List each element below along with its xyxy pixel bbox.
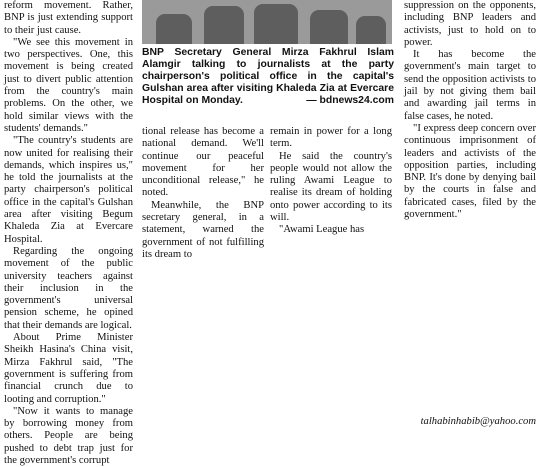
paragraph: "I express deep concern over continuous imprisonment of leaders and activists of the opposition parties, including BNP. It's done by denying bail by the courts in false and fabricated cases, filed by the government." bbox=[404, 122, 536, 221]
paragraph: "Awami League has bbox=[279, 224, 365, 236]
photo-credit: — bdnews24.com bbox=[306, 95, 394, 106]
paragraph: About Prime Minister Sheikh Hasina's China visit, Mirza Fakhrul said, "The government is suffering from financial crunch due to looting and corruption." bbox=[4, 332, 133, 405]
paragraph: It has become the government's main target to send the opposition activists to jail by not giving them bail and awarding jail terms in false cases, he noted. bbox=[404, 49, 536, 122]
author-email: talhabinhabib@yahoo.com bbox=[420, 416, 536, 427]
paragraph: "Now it wants to manage by borrowing money from others. People are being pushed to debt trap just for the government's corrupt bbox=[4, 405, 133, 466]
paragraph: "We see this movement in two perspectives. One, this movement is being created just to divert public attention from the country's main problems. On the other, we hold similar views with the students' demands." bbox=[4, 36, 133, 134]
news-photo bbox=[142, 0, 392, 44]
caption-text: BNP Secretary General Mirza Fakhrul Islam Alamgir talking to journalists at the party chairperson's political office in the capital's Gulshan area after visiting Khaleda Zia at Evercare Hospital on Monday. bbox=[142, 47, 394, 106]
article-column-4 bbox=[404, 0, 536, 221]
paragraph: He said the country's people would not allow the ruling Awami League to realise its dream of holding onto power according to its will. bbox=[270, 150, 392, 224]
paragraph: Meanwhile, the BNP secretary general, in a statement, warned the government of not fulfilling its dream to bbox=[142, 199, 264, 260]
article-column-3 bbox=[270, 126, 392, 237]
paragraph: suppression on the opponents, including BNP leaders and activists, just to hold on to power. bbox=[404, 0, 536, 48]
paragraph: tional release has become a national demand. We'll continue our peaceful movement for her unconditional release," he noted. bbox=[142, 126, 264, 199]
paragraph: "The country's students are now united for realising their demands, which inspires us," he told the journalists at the party chairperson's political office in the capital's Gulshan area after visiting Begum Khaleda Zia at Evercare Hospital. bbox=[4, 135, 133, 245]
article-column-1 bbox=[4, 0, 133, 467]
paragraph: Regarding the ongoing movement of the public university teachers against their inclusion in the government's universal pension scheme, he opined that their demands are logical. bbox=[4, 245, 133, 331]
paragraph: reform movement. Rather, BNP is just extending support to their just cause. bbox=[4, 0, 133, 36]
paragraph: remain in power for a long term. bbox=[270, 126, 392, 150]
photo-caption bbox=[142, 47, 394, 107]
article-column-2 bbox=[142, 126, 264, 261]
